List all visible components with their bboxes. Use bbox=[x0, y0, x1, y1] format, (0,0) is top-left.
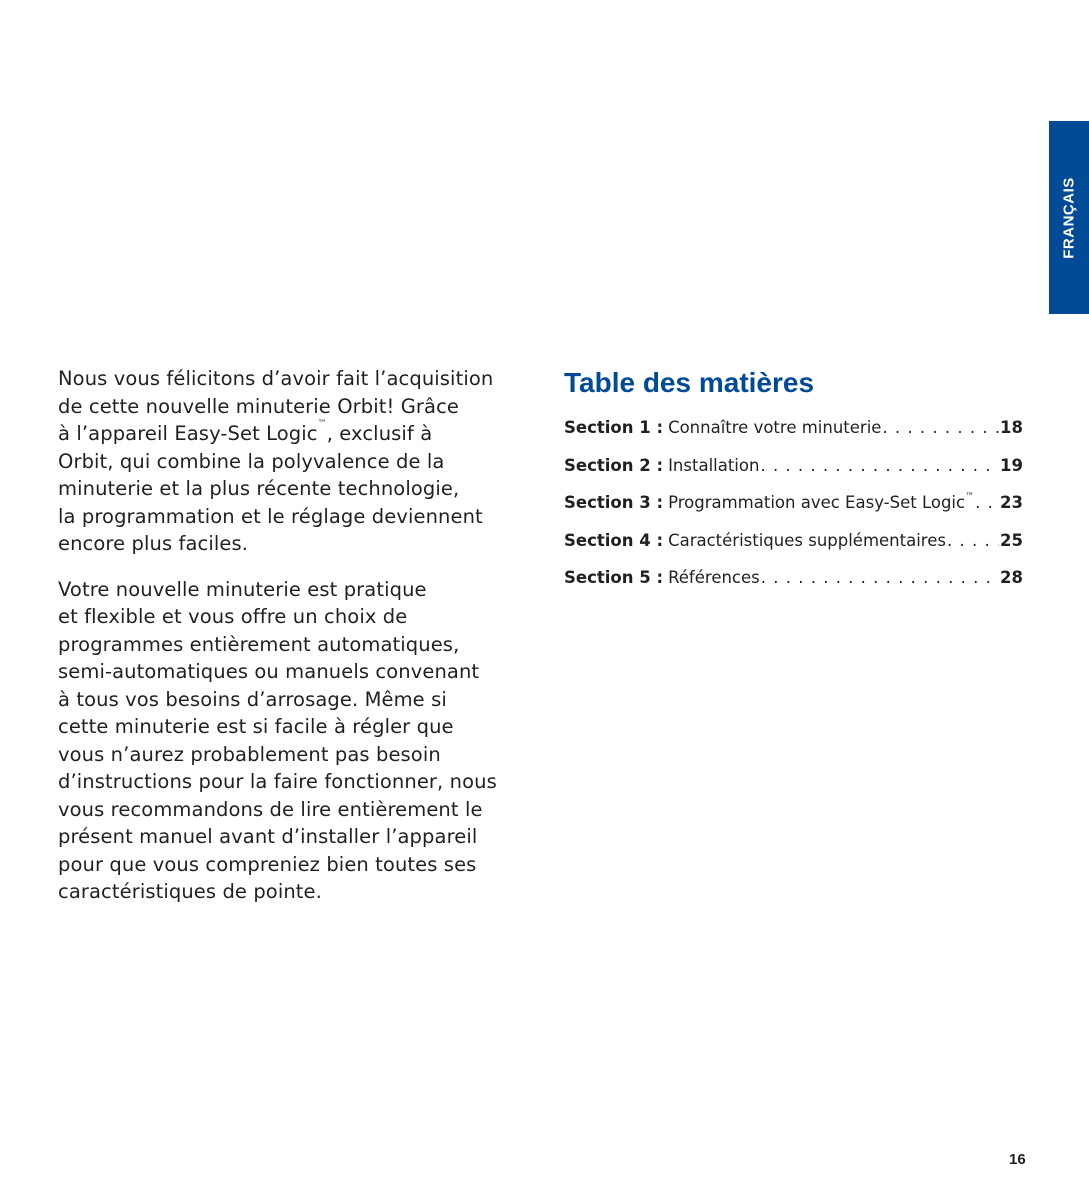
toc-page-number: 25 bbox=[1000, 530, 1023, 550]
dot-leader bbox=[947, 531, 999, 550]
toc-entry-5[interactable] bbox=[564, 568, 1023, 606]
text-line: la programmation et le réglage deviennent bbox=[58, 504, 483, 528]
intro-paragraph-1 bbox=[58, 365, 528, 558]
page-number: 16 bbox=[1009, 1151, 1026, 1168]
toc-title: Table des matières bbox=[564, 367, 815, 398]
toc-entry-1[interactable] bbox=[564, 418, 1023, 456]
toc-entry-2[interactable] bbox=[564, 456, 1023, 494]
text-line: cette minuterie est si facile à régler que bbox=[58, 715, 454, 738]
trademark-symbol: ™ bbox=[965, 492, 975, 502]
toc-entry-title: Programmation avec Easy-Set Logic™ bbox=[668, 492, 975, 512]
toc-entry-3[interactable] bbox=[564, 493, 1023, 531]
text-line: d’instructions pour la faire fonctionner, nous bbox=[58, 770, 497, 793]
toc-section-label: Section 2 : bbox=[564, 455, 664, 475]
toc-section-label: Section 5 : bbox=[564, 568, 664, 587]
text-line: et flexible et vous offre un choix de bbox=[58, 605, 408, 628]
text-line: Votre nouvelle minuterie est pratique bbox=[58, 577, 427, 601]
toc-section-label: Section 4 : bbox=[564, 530, 664, 550]
intro-paragraph-2 bbox=[58, 576, 528, 906]
dot-leader bbox=[761, 568, 999, 587]
text-line: programmes entièrement automatiques, bbox=[58, 632, 460, 656]
text-line: vous recommandons de lire entièrement le bbox=[58, 797, 483, 821]
toc-page-number: 19 bbox=[1000, 455, 1023, 475]
text-line: à l’appareil Easy-Set Logic™, exclusif à bbox=[58, 419, 433, 445]
text-line: minuterie et la plus récente technologie, bbox=[58, 477, 460, 500]
text-line: semi-automatiques ou manuels convenant bbox=[58, 660, 480, 683]
toc-entry-title: Références bbox=[668, 568, 760, 587]
toc-section-label: Section 1 : bbox=[564, 418, 664, 437]
toc-page-number: 18 bbox=[1000, 418, 1023, 437]
text-line: Nous vous félicitons d’avoir fait l’acquisition bbox=[58, 367, 494, 390]
intro-text bbox=[58, 365, 528, 924]
toc-entry-4[interactable] bbox=[564, 531, 1023, 569]
trademark-symbol: ™ bbox=[317, 419, 327, 429]
toc-page-number: 23 bbox=[1000, 493, 1023, 512]
text-line: présent manuel avant d’installer l’appareil bbox=[58, 825, 478, 848]
language-tab bbox=[1049, 121, 1089, 314]
text-line: à tous vos besoins d’arrosage. Même si bbox=[58, 687, 447, 711]
toc-entry-title: Connaître votre minuterie bbox=[668, 418, 882, 437]
toc-entry-title: Installation bbox=[668, 455, 760, 475]
text-line: Orbit, qui combine la polyvalence de la bbox=[58, 449, 445, 473]
dot-leader bbox=[882, 418, 999, 437]
toc-section-label: Section 3 : bbox=[564, 493, 664, 512]
text-line: vous n’aurez probablement pas besoin bbox=[58, 742, 441, 766]
text-line: de cette nouvelle minuterie Orbit! Grâce bbox=[58, 394, 460, 418]
dot-leader bbox=[760, 456, 999, 475]
dot-leader bbox=[975, 493, 999, 512]
table-of-contents bbox=[564, 366, 1023, 606]
text-line: pour que vous compreniez bien toutes ses bbox=[58, 852, 477, 876]
language-tab-label: FRANÇAIS bbox=[1060, 176, 1078, 259]
text-line: encore plus faciles. bbox=[58, 532, 249, 555]
toc-page-number: 28 bbox=[1000, 568, 1023, 587]
toc-entry-title: Caractéristiques supplémentaires bbox=[668, 530, 946, 550]
text-line: caractéristiques de pointe. bbox=[58, 880, 322, 903]
